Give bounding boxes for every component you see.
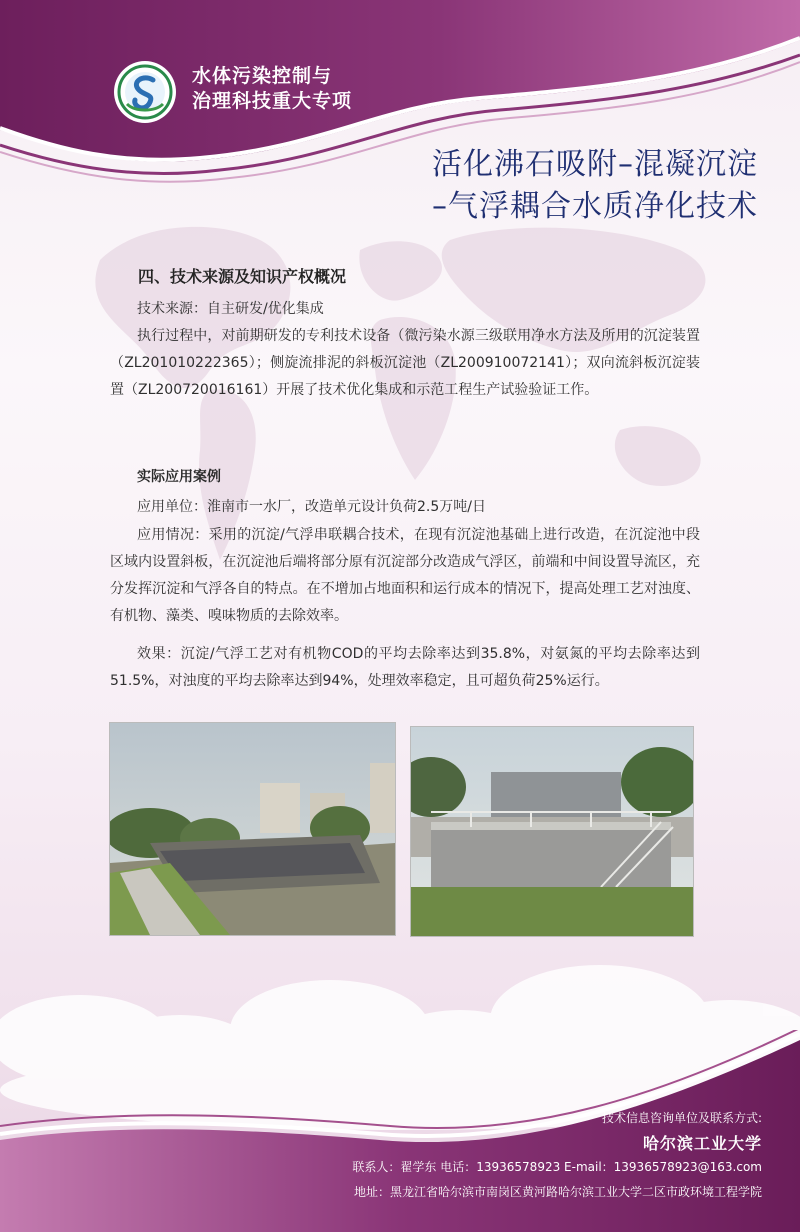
program-name-line2: 治理科技重大专项 bbox=[192, 90, 353, 112]
page-title-line2: –气浮耦合水质净化技术 bbox=[432, 189, 758, 224]
effect-paragraph: 效果：沉淀/气浮工艺对有机物COD的平均去除率达到35.8%，对氨氮的平均去除率达到51.5%，对浊度的平均去除率达到94%，处理效率稳定，且可超负荷25%运行。 bbox=[110, 646, 700, 689]
contact-person: 联系人：翟学东 电话：13936578923 E-mail：13936578923@163.com bbox=[352, 1160, 762, 1174]
site-photo-1 bbox=[109, 722, 396, 936]
page-title-line1: 活化沸石吸附–混凝沉淀 bbox=[432, 147, 758, 182]
program-logo-icon bbox=[113, 60, 177, 124]
case-heading: 实际应用案例 bbox=[137, 469, 221, 485]
program-name bbox=[192, 64, 352, 114]
contact-address: 地址：黑龙江省哈尔滨市南岗区黄河路哈尔滨工业大学二区市政环境工程学院 bbox=[353, 1185, 762, 1199]
site-photo-2 bbox=[410, 726, 694, 937]
university-name: 哈尔滨工业大学 bbox=[642, 1134, 762, 1153]
application-situation-paragraph: 应用情况：采用的沉淀/气浮串联耦合技术，在现有沉淀池基础上进行改造，在沉淀池中段区域内设置斜板，在沉淀池后端将部分原有沉淀部分改造成气浮区，前端和中间设置导流区，充分发挥沉淀和气浮各自的特点。在不增加占地面积和运行成本的情况下，提高处理工艺对浊度、有机物、藻类、嗅味物质的去除效率。 bbox=[110, 527, 700, 624]
contact-label: 技术信息咨询单位及联系方式: bbox=[601, 1111, 762, 1125]
page-title bbox=[432, 144, 758, 228]
section-heading: 四、技术来源及知识产权概况 bbox=[138, 267, 347, 286]
program-name-line1: 水体污染控制与 bbox=[192, 65, 333, 87]
tech-source-text: 技术来源：自主研发/优化集成 bbox=[137, 301, 324, 317]
process-paragraph: 执行过程中，对前期研发的专利技术设备（微污染水源三级联用净水方法及所用的沉淀装置（ZL201010222365）；侧旋流排泥的斜板沉淀池（ZL200910072141）；双向流斜板沉淀装置（ZL200720016161）开展了技术优化集成和示范工程生产试验验证工作。 bbox=[110, 328, 700, 398]
application-unit-text: 应用单位：淮南市一水厂，改造单元设计负荷2.5万吨/日 bbox=[137, 499, 486, 515]
